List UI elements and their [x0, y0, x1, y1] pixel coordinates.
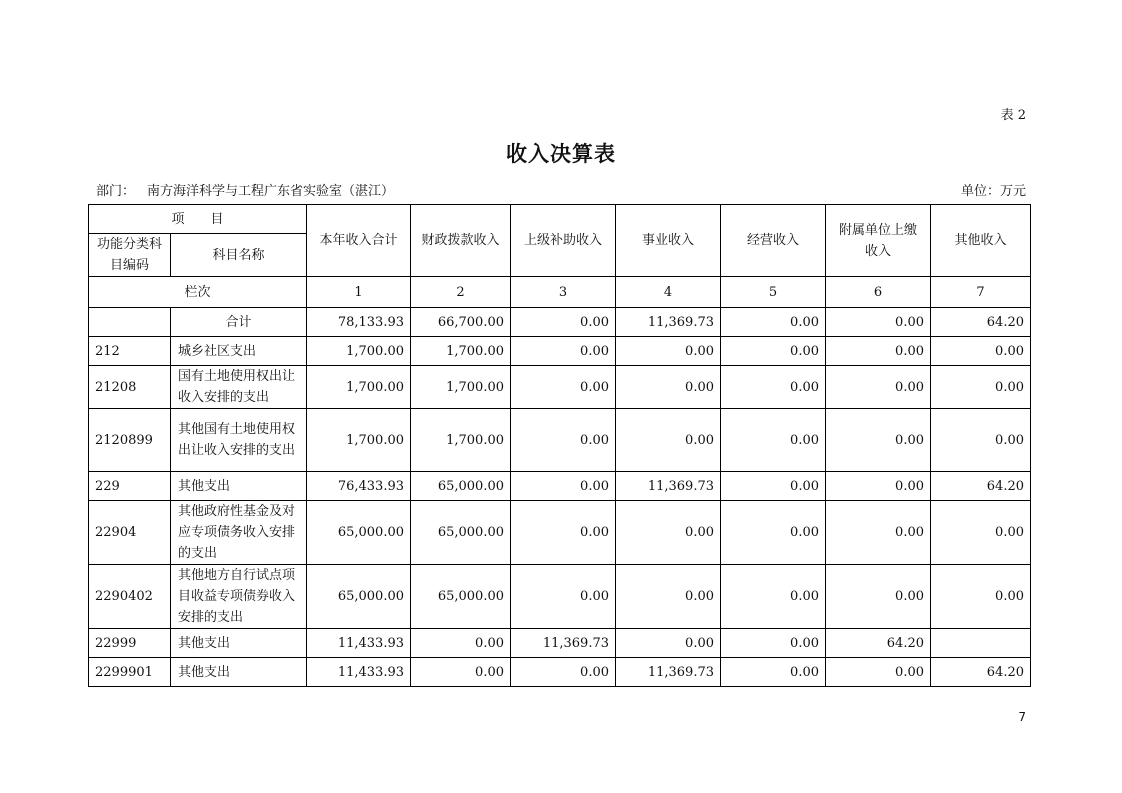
header-col-1: 本年收入合计: [307, 205, 411, 277]
index-5: 5: [721, 277, 826, 308]
header-col-4: 事业收入: [616, 205, 721, 277]
value-col-2: 66,700.00: [411, 308, 511, 337]
index-2: 2: [411, 277, 511, 308]
value-col-1: 1,700.00: [307, 366, 411, 409]
value-col-7: 64.20: [931, 658, 1031, 687]
value-col-1: 11,433.93: [307, 629, 411, 658]
header-col-7: 其他收入: [931, 205, 1031, 277]
value-col-2: 1,700.00: [411, 366, 511, 409]
value-col-5: 0.00: [721, 409, 826, 472]
value-col-3: 0.00: [511, 409, 616, 472]
value-col-5: 0.00: [721, 501, 826, 565]
subject-code: [89, 308, 171, 337]
department-name: 南方海洋科学与工程广东省实验室（湛江）: [147, 184, 395, 199]
index-7: 7: [931, 277, 1031, 308]
header-col-6: 附属单位上缴收入: [826, 205, 931, 277]
subject-name: 其他支出: [171, 658, 307, 687]
value-col-7: 64.20: [931, 472, 1031, 501]
subject-code: 2290402: [89, 565, 171, 629]
value-col-3: 0.00: [511, 501, 616, 565]
value-col-6: 0.00: [826, 501, 931, 565]
header-col-5: 经营收入: [721, 205, 826, 277]
value-col-4: 11,369.73: [616, 308, 721, 337]
table-row: [89, 565, 1031, 629]
value-col-1: 65,000.00: [307, 501, 411, 565]
value-col-6: 0.00: [826, 409, 931, 472]
value-col-2: 65,000.00: [411, 565, 511, 629]
index-1: 1: [307, 277, 411, 308]
value-col-1: 1,700.00: [307, 337, 411, 366]
value-col-7: [931, 629, 1031, 658]
value-col-3: 0.00: [511, 337, 616, 366]
value-col-4: 11,369.73: [616, 472, 721, 501]
value-col-1: 1,700.00: [307, 409, 411, 472]
header-code: 功能分类科目编码: [89, 234, 171, 277]
value-col-7: 0.00: [931, 409, 1031, 472]
value-col-5: 0.00: [721, 629, 826, 658]
value-col-6: 0.00: [826, 366, 931, 409]
subject-name: 城乡社区支出: [171, 337, 307, 366]
value-col-4: 0.00: [616, 501, 721, 565]
value-col-2: 0.00: [411, 658, 511, 687]
value-col-2: 65,000.00: [411, 501, 511, 565]
table-row: [89, 409, 1031, 472]
value-col-6: 0.00: [826, 658, 931, 687]
value-col-2: 0.00: [411, 629, 511, 658]
value-col-5: 0.00: [721, 658, 826, 687]
header-col-2: 财政拨款收入: [411, 205, 511, 277]
table-row: [89, 366, 1031, 409]
table-row: [89, 501, 1031, 565]
value-col-7: 0.00: [931, 366, 1031, 409]
index-4: 4: [616, 277, 721, 308]
table-row: [89, 629, 1031, 658]
table-row: [89, 658, 1031, 687]
value-col-7: 64.20: [931, 308, 1031, 337]
value-col-5: 0.00: [721, 565, 826, 629]
value-col-1: 65,000.00: [307, 565, 411, 629]
subject-code: 2299901: [89, 658, 171, 687]
subject-name: 其他地方自行试点项目收益专项债券收入安排的支出: [171, 565, 307, 629]
value-col-7: 0.00: [931, 565, 1031, 629]
unit-label: 单位：万元: [960, 184, 1026, 199]
value-col-6: 64.20: [826, 629, 931, 658]
value-col-7: 0.00: [931, 337, 1031, 366]
value-col-2: 1,700.00: [411, 337, 511, 366]
value-col-3: 0.00: [511, 565, 616, 629]
value-col-3: 0.00: [511, 308, 616, 337]
subject-name: 国有土地使用权出让收入安排的支出: [171, 366, 307, 409]
value-col-1: 76,433.93: [307, 472, 411, 501]
value-col-4: 0.00: [616, 565, 721, 629]
header-project: 项 目: [89, 205, 307, 234]
value-col-3: 0.00: [511, 366, 616, 409]
department-label: 部门：: [96, 184, 136, 199]
value-col-6: 0.00: [826, 472, 931, 501]
subject-name: 合计: [171, 308, 307, 337]
table-row: [89, 472, 1031, 501]
subject-code: 21208: [89, 366, 171, 409]
value-col-4: 0.00: [616, 337, 721, 366]
value-col-7: 0.00: [931, 501, 1031, 565]
income-table: [88, 204, 1031, 687]
value-col-4: 0.00: [616, 366, 721, 409]
subject-name: 其他支出: [171, 629, 307, 658]
header-col-3: 上级补助收入: [511, 205, 616, 277]
value-col-4: 0.00: [616, 409, 721, 472]
subject-code: 212: [89, 337, 171, 366]
subject-name: 其他国有土地使用权出让收入安排的支出: [171, 409, 307, 472]
index-6: 6: [826, 277, 931, 308]
value-col-2: 1,700.00: [411, 409, 511, 472]
value-col-3: 11,369.73: [511, 629, 616, 658]
page-title: 收入决算表: [506, 142, 616, 166]
index-label: 栏次: [89, 277, 307, 308]
subject-code: 229: [89, 472, 171, 501]
subject-code: 22904: [89, 501, 171, 565]
value-col-2: 65,000.00: [411, 472, 511, 501]
subject-name: 其他支出: [171, 472, 307, 501]
index-3: 3: [511, 277, 616, 308]
value-col-5: 0.00: [721, 366, 826, 409]
subject-code: 2120899: [89, 409, 171, 472]
value-col-5: 0.00: [721, 308, 826, 337]
subject-code: 22999: [89, 629, 171, 658]
table-body: [89, 308, 1031, 687]
value-col-5: 0.00: [721, 472, 826, 501]
value-col-1: 11,433.93: [307, 658, 411, 687]
total-row: [89, 308, 1031, 337]
table-number: 表 2: [1000, 108, 1026, 123]
department-line: [96, 180, 394, 199]
subject-name: 其他政府性基金及对应专项债务收入安排的支出: [171, 501, 307, 565]
value-col-6: 0.00: [826, 337, 931, 366]
value-col-6: 0.00: [826, 308, 931, 337]
value-col-6: 0.00: [826, 565, 931, 629]
header-subject-name: 科目名称: [171, 234, 307, 277]
value-col-4: 11,369.73: [616, 658, 721, 687]
value-col-4: 0.00: [616, 629, 721, 658]
value-col-1: 78,133.93: [307, 308, 411, 337]
value-col-5: 0.00: [721, 337, 826, 366]
value-col-3: 0.00: [511, 658, 616, 687]
page-number: 7: [1018, 710, 1026, 724]
table-row: [89, 337, 1031, 366]
value-col-3: 0.00: [511, 472, 616, 501]
